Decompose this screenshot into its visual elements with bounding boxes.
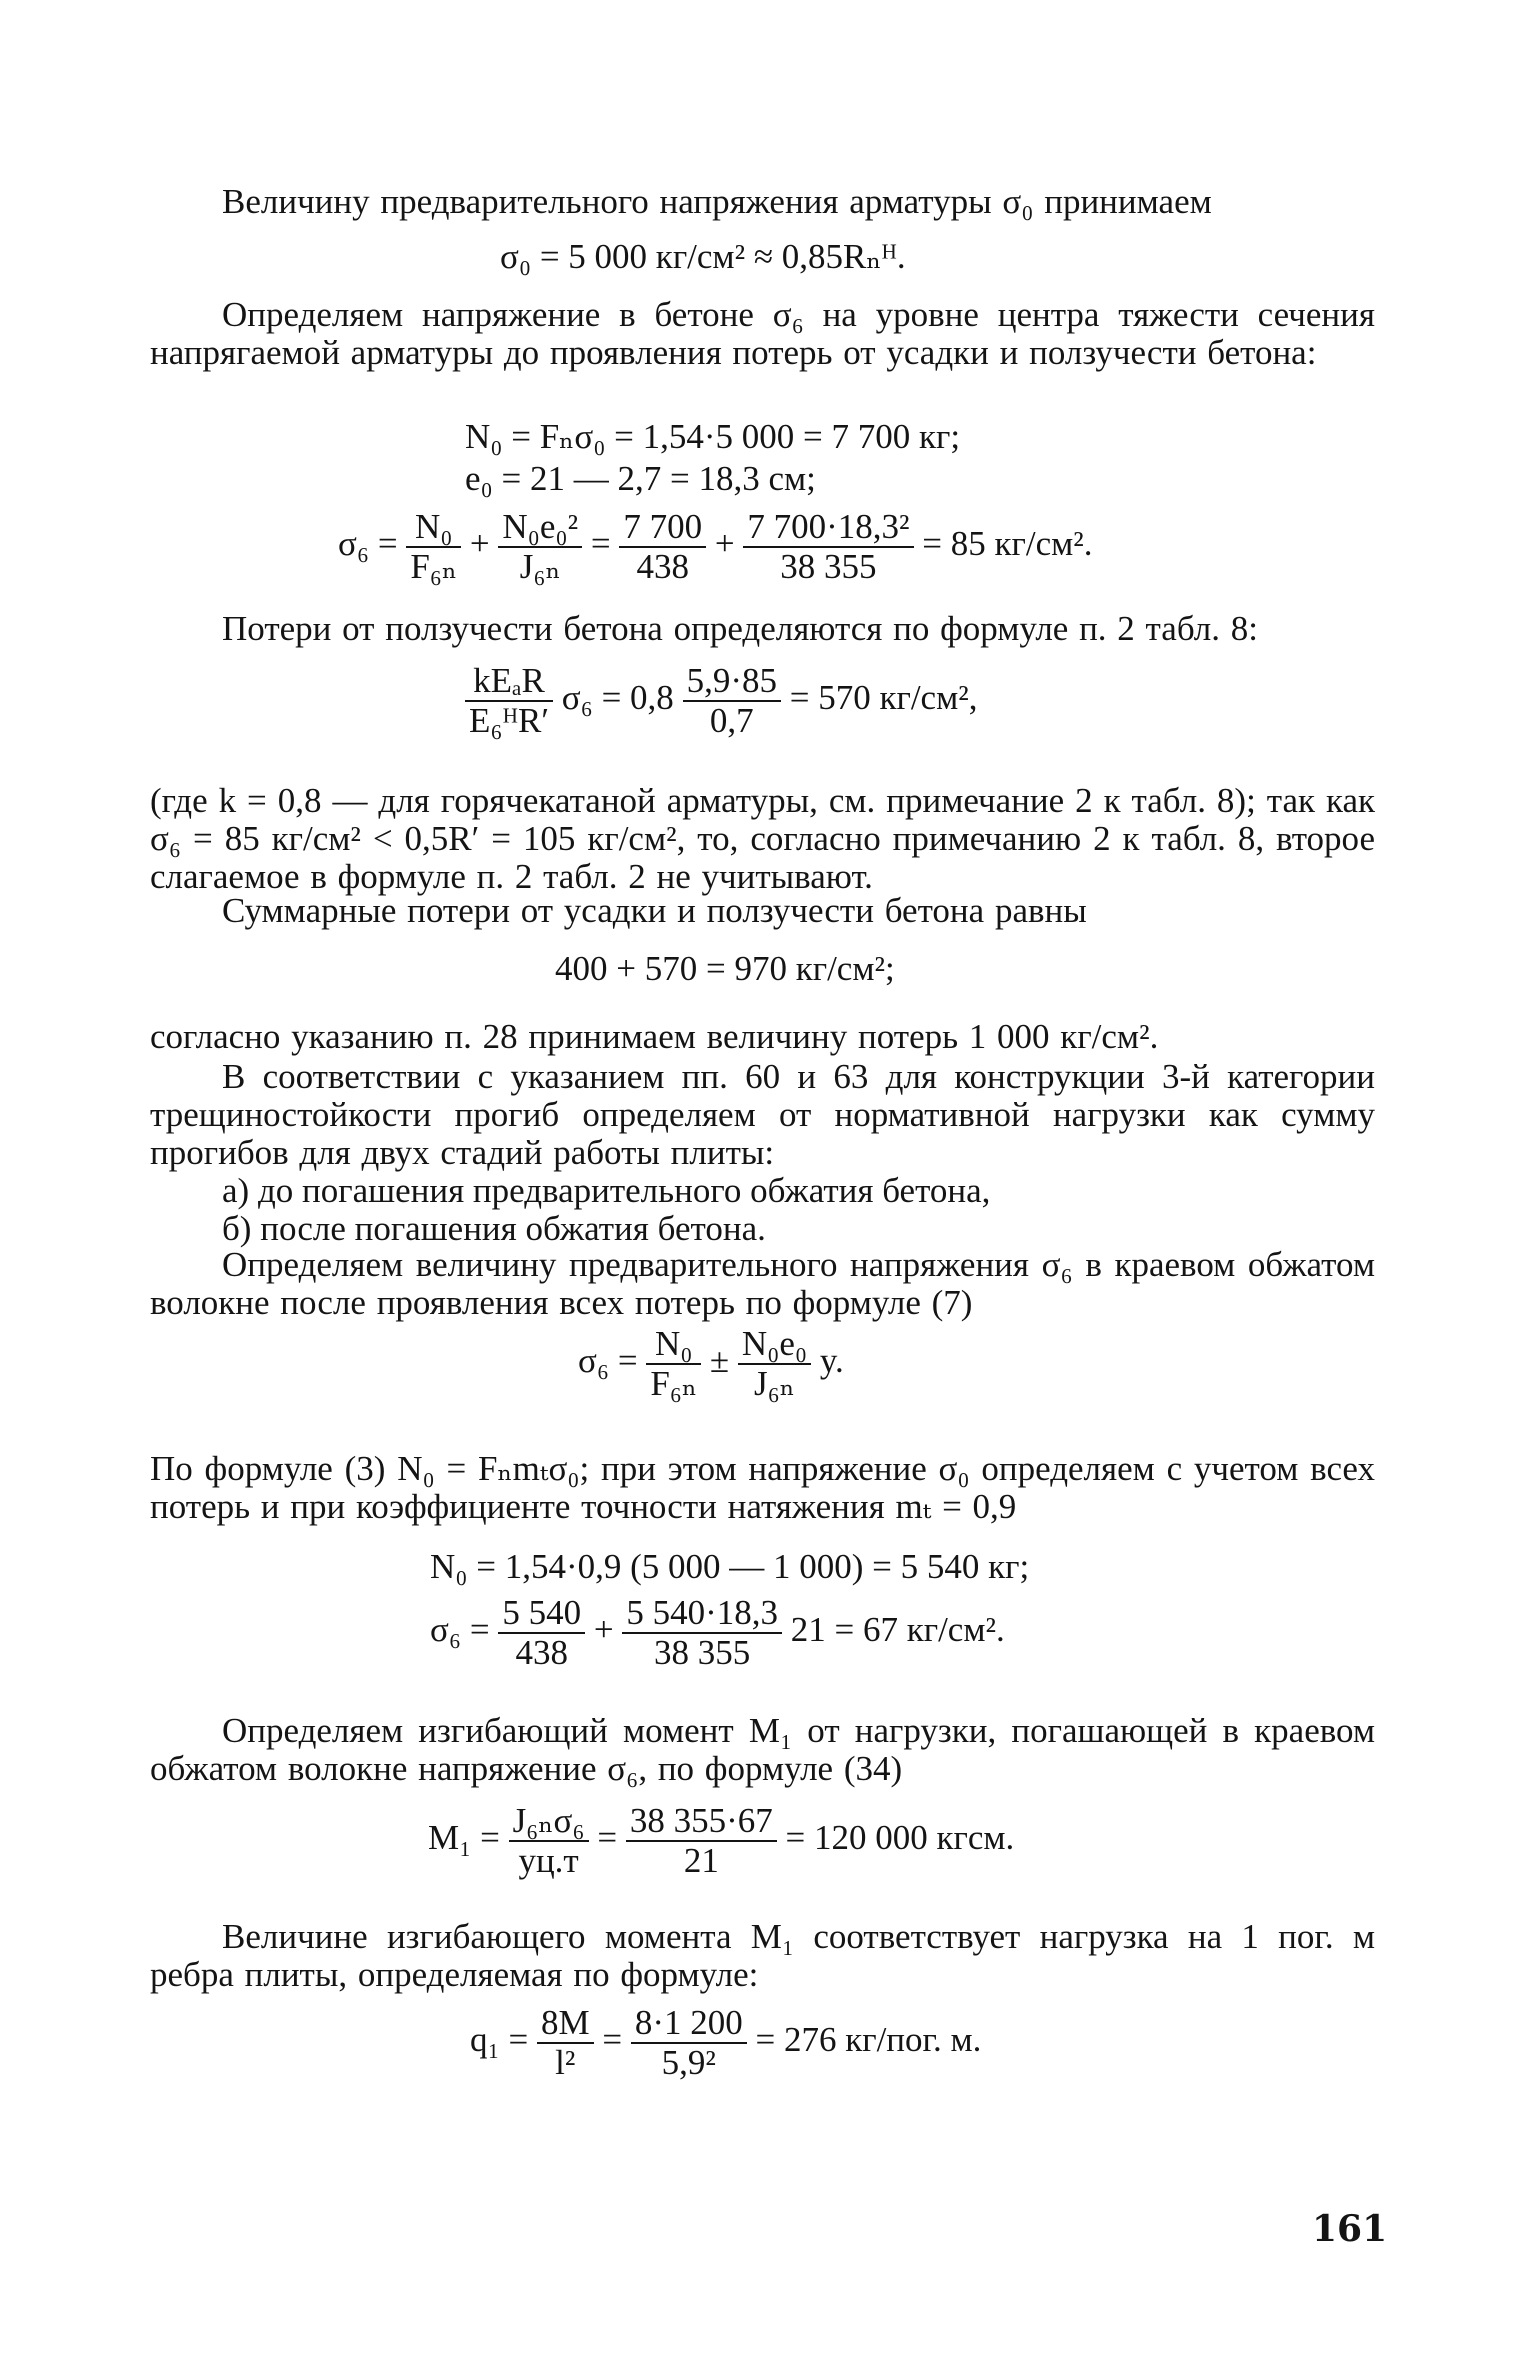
equation-3: e₀ = 21 — 2,7 = 18,3 см; (465, 459, 816, 498)
equation-9: σ₆ = $\frac{5 540}{438}$ + $\frac{5 540\cdot 18,3}{38 355}$ 21 = 67 кг/см². (430, 1593, 1005, 1672)
paragraph-4: (где k = 0,8 — для горячекатаной арматуры, см. примечание 2 к табл. 8); так как σ₆ = 85 кг/см² < 0,5R′ = 105 кг/см², то, согласно примечанию 2 к табл. 8, второе слагаемое в формуле п. 2 табл. 2 не учитывают. (150, 781, 1375, 896)
equation-11: q₁ = $\frac{8M}{\text{l²}}$ = $\frac{8\cdot 1 200}{\text{5,9²}}$ = 276 кг/пог. м. (470, 2003, 982, 2082)
paragraph-7: В соответствии с указанием пп. 60 и 63 для конструкции 3-й категории трещиностойкости прогиб определяем от нормативной нагрузки как сумму прогибов для двух стадий работы плиты: (150, 1057, 1375, 1172)
equation-8: N₀ = 1,54·0,9 (5 000 — 1 000) = 5 540 кг; (430, 1547, 1030, 1586)
paragraph-6: согласно указанию п. 28 принимаем величину потерь 1 000 кг/см². (150, 1017, 1159, 1056)
equation-5: $\frac{\text{kEₐR}}{\text{E₆ᴴR′}}$ σ₆ = 0,8 $\frac{5,9\cdot 85}{0,7}$ = 570 кг/см², (465, 662, 977, 740)
equation-4: σ₆ = $\frac{\text{N₀}}{\text{F₆ₙ}}$ + $\frac{\text{N₀e₀²}}{\text{J₆ₙ}}$ = $\frac{7 700}{438}$ + $\frac{\text{7 700·18,3²}}{38 355}$ = 85 кг/см². (338, 507, 1093, 586)
equation-1: σ₀ = 5 000 кг/см² ≈ 0,85Rₙᴴ. (500, 237, 906, 276)
paragraph-9: Определяем величину предварительного напряжения σ₆ в краевом обжатом волокне после проявления всех потерь по формуле (7) (150, 1245, 1375, 1322)
paragraph-1: Величину предварительного напряжения арматуры σ₀ принимаем (222, 182, 1212, 221)
equation-10: M₁ = $\frac{\text{J₆ₙσ₆}}{yц.т}$ = $\frac{38 355\cdot 67}{21}$ = 120 000 кгсм. (428, 1801, 1015, 1880)
equation-6: 400 + 570 = 970 кг/см²; (555, 949, 895, 988)
list-item-b: б) после погашения обжатия бетона. (222, 1209, 766, 1248)
paragraph-5: Суммарные потери от усадки и ползучести бетона равны (222, 891, 1087, 930)
paragraph-11: Определяем изгибающий момент M₁ от нагрузки, погашающей в краевом обжатом волокне напряжение σ₆, по формуле (34) (150, 1711, 1375, 1788)
paragraph-12: Величине изгибающего момента M₁ соответствует нагрузка на 1 пог. м ребра плиты, определяемая по формуле: (150, 1917, 1375, 1994)
paragraph-3: Потери от ползучести бетона определяются по формуле п. 2 табл. 8: (222, 609, 1258, 648)
equation-2: N₀ = Fₙσ₀ = 1,54·5 000 = 7 700 кг; (465, 417, 961, 456)
paragraph-2: Определяем напряжение в бетоне σ₆ на уровне центра тяжести сечения напрягаемой арматуры до проявления потерь от усадки и ползучести бетона: (150, 295, 1375, 372)
list-item-a: а) до погашения предварительного обжатия бетона, (222, 1171, 991, 1210)
page-number: 161 (1312, 2208, 1388, 2250)
equation-7: σ₆ = $\frac{\text{N₀}}{\text{F₆ₙ}}$ ± $\frac{\text{N₀e₀}}{\text{J₆ₙ}}$ y. (578, 1324, 844, 1403)
paragraph-10: По формуле (3) N₀ = Fₙmₜσ₀; при этом напряжение σ₀ определяем с учетом всех потерь и при коэффициенте точности натяжения mₜ = 0,9 (150, 1449, 1375, 1526)
